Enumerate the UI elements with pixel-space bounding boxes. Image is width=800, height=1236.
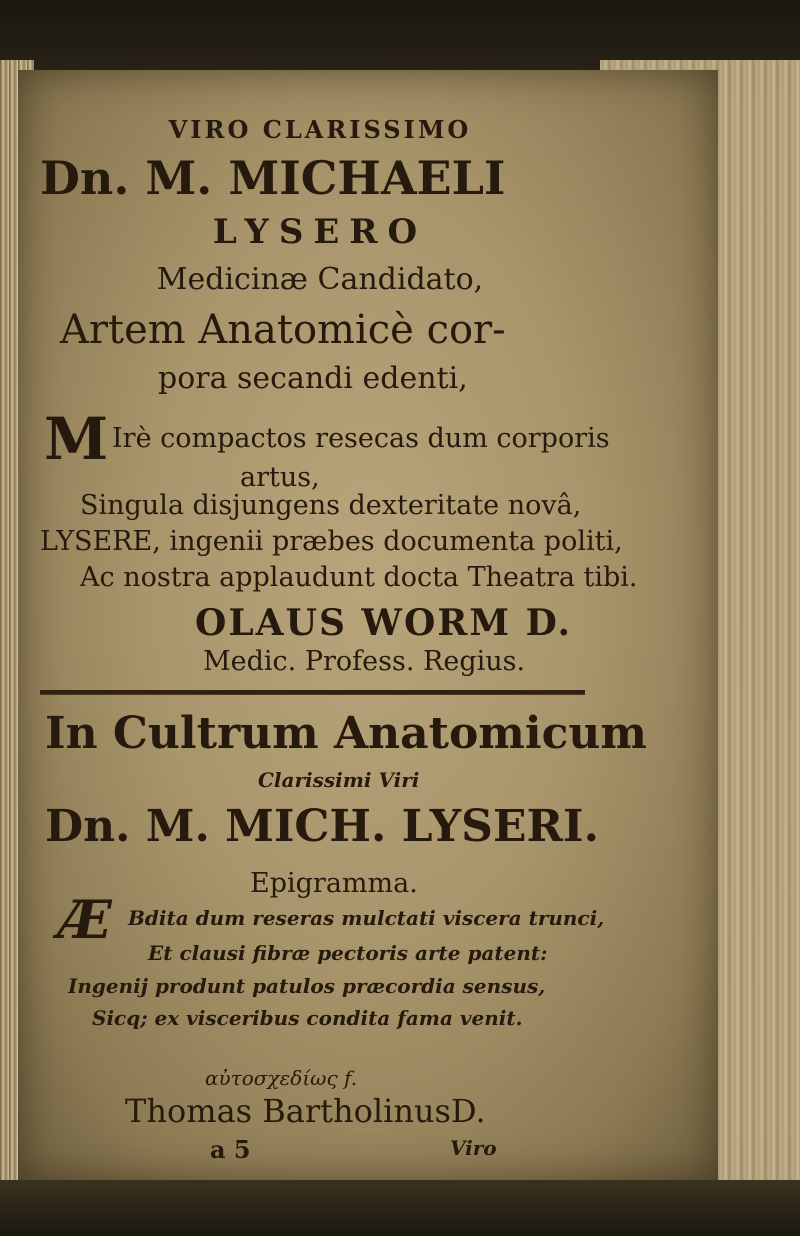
poem1-line-5: Ac nostra applaudunt docta Theatra tibi. — [80, 562, 638, 593]
poem2-line-1: Bdita dum reseras mulctati viscera trunci, — [128, 906, 605, 930]
poem2-heading: In Cultrum Anatomicum — [45, 708, 647, 759]
poem1-line-4: LYSERE, ingenii præbes documenta politi, — [40, 526, 623, 557]
poem2-line-4: Sicq; ex visceribus condita fama venit. — [92, 1006, 523, 1030]
recipient-name: Dn. M. MICHAELI — [40, 151, 506, 205]
poem1-line-1: Irè compactos resecas dum corporis — [112, 423, 610, 454]
title-verse-1: Artem Anatomicè cor- — [60, 307, 506, 353]
signature-worm-title: Medic. Profess. Regius. — [203, 646, 526, 677]
greek-signoff: αὐτοσχεδίως f. — [205, 1066, 358, 1090]
poem2-subheading: Clarissimi Viri — [258, 768, 420, 792]
poem2-line-2: Et clausi fibræ pectoris arte patent: — [148, 941, 548, 965]
poem2-recipient: Dn. M. MICH. LYSERI. — [45, 801, 599, 852]
poem2-line-3: Ingenij produnt patulos præcordia sensus, — [68, 974, 546, 998]
drop-cap-ae: Æ — [58, 890, 112, 951]
recipient-role: Medicinæ Candidato, — [156, 262, 484, 297]
poem1-line-2: artus, — [240, 462, 320, 493]
epigram-label: Epigramma. — [250, 868, 418, 899]
drop-cap-m: M — [44, 405, 109, 473]
signature-mark: a 5 — [210, 1135, 251, 1164]
section-divider — [40, 690, 585, 695]
dedication-line: VIRO CLARISSIMO — [168, 115, 472, 144]
scan-bottom-edge — [0, 1180, 800, 1236]
signature-bartholinus: Thomas BartholinusD. — [125, 1092, 486, 1130]
title-verse-2: pora secandi edenti, — [158, 361, 468, 396]
poem1-line-3: Singula disjungens dexteritate novâ, — [80, 490, 582, 521]
signature-worm: OLAUS WORM D. — [195, 602, 573, 644]
catchword: Viro — [450, 1136, 497, 1160]
page-text — [40, 100, 647, 1164]
recipient-surname: LYSERO — [212, 212, 428, 252]
